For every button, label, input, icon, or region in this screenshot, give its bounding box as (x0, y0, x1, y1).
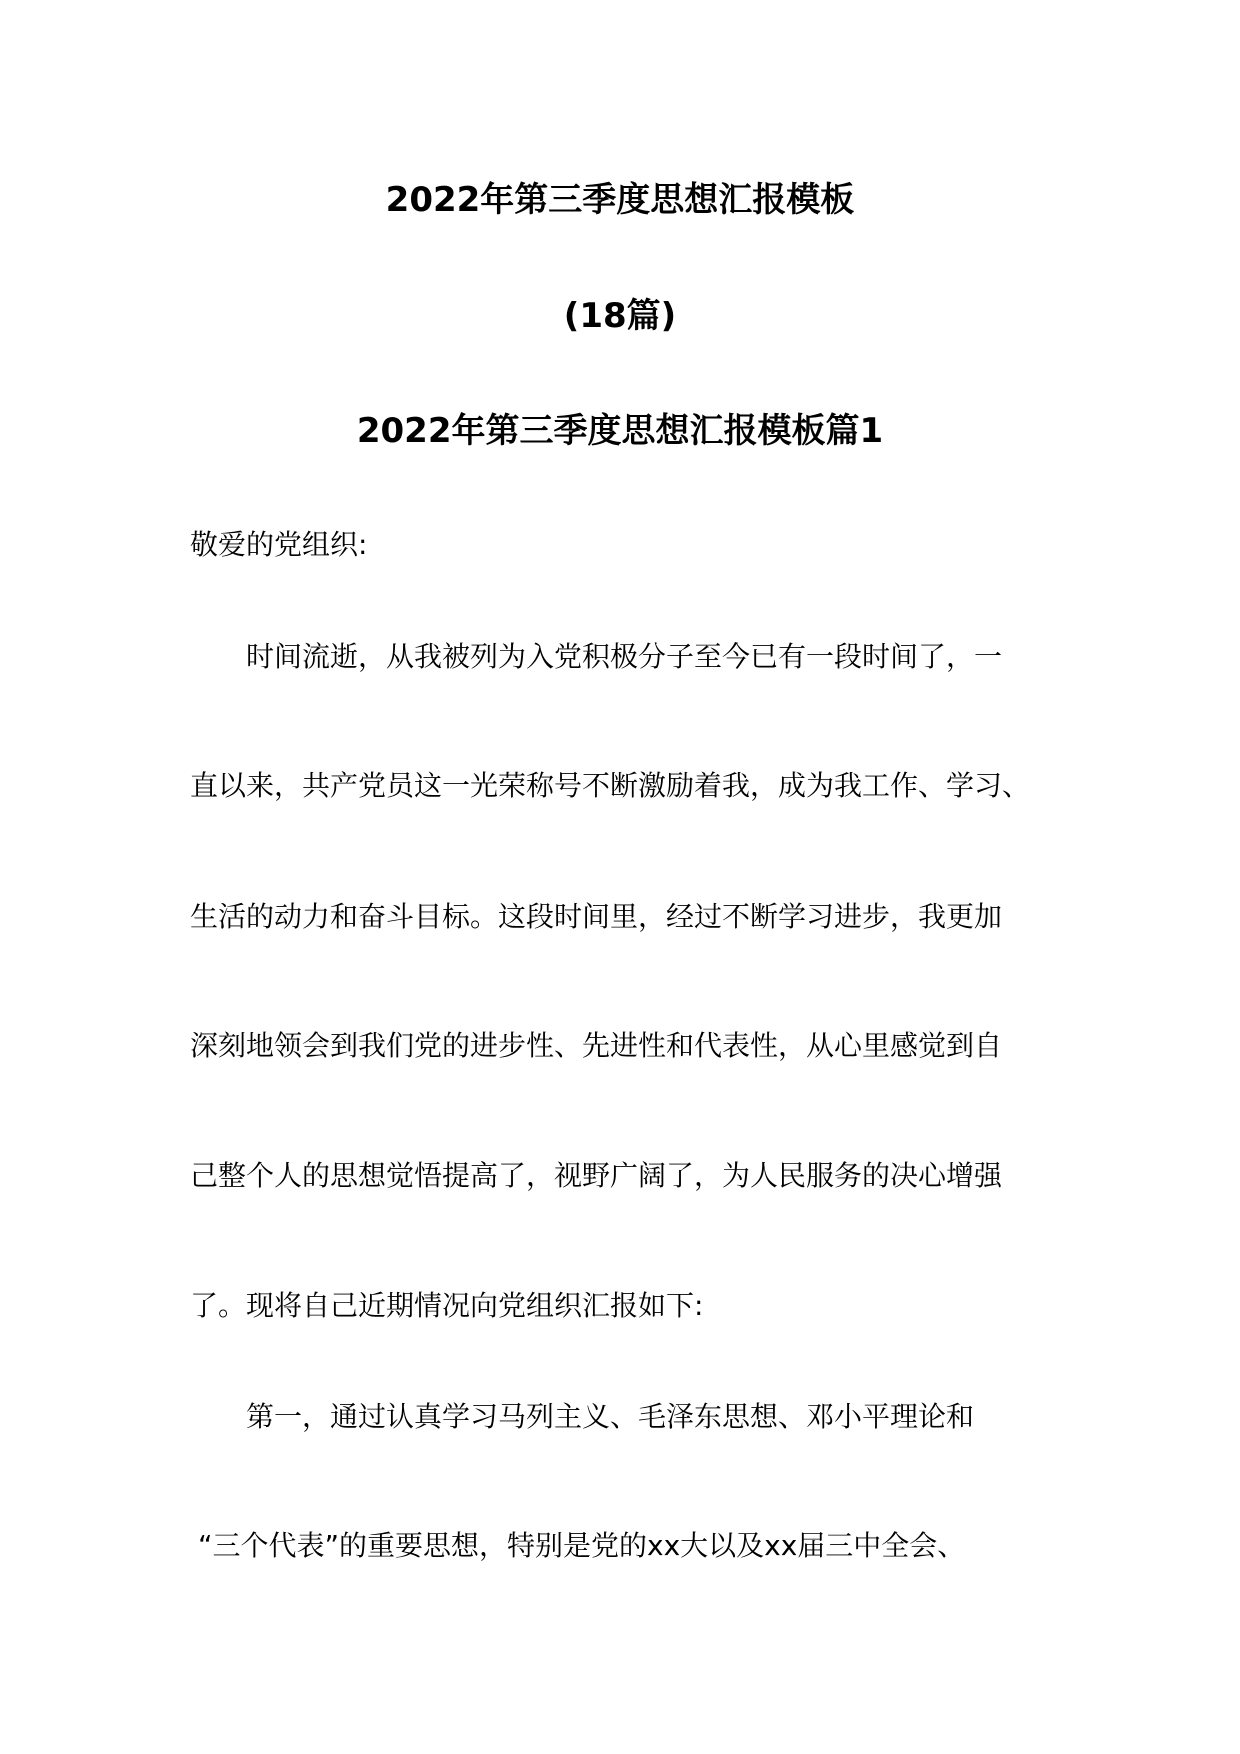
body-line: 深刻地领会到我们党的进步性、先进性和代表性，从心里感觉到自 (190, 1029, 1003, 1062)
body-line: 时间流逝，从我被列为入党积极分子至今已有一段时间了，一 (246, 640, 1003, 673)
body-line: 了。现将自己近期情况向党组织汇报如下: (190, 1289, 704, 1322)
body-line: 直以来，共产党员这一光荣称号不断激励着我，成为我工作、学习、 (190, 769, 1031, 802)
document-title: 2022年第三季度思想汇报模板 (385, 180, 855, 220)
body-line: 己整个人的思想觉悟提高了，视野广阔了，为人民服务的决心增强 (190, 1159, 1003, 1192)
body-line: 第一，通过认真学习马列主义、毛泽东思想、邓小平理论和 (246, 1400, 975, 1433)
section-heading: 2022年第三季度思想汇报模板篇1 (356, 411, 884, 451)
salutation: 敬爱的党组织: (190, 528, 368, 561)
body-line: 生活的动力和奋斗目标。这段时间里，经过不断学习进步，我更加 (190, 900, 1003, 933)
body-line: “三个代表”的重要思想，特别是党的xx大以及xx届三中全会、 (198, 1529, 966, 1562)
document-subtitle: (18篇) (563, 296, 677, 336)
